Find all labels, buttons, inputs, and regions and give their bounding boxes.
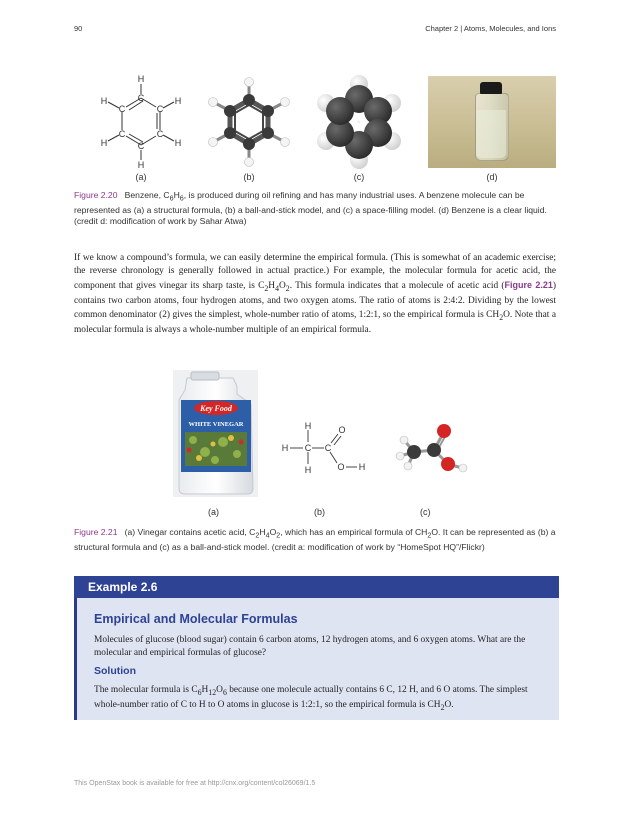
figure-2-21	[170, 370, 470, 520]
panel-label-b: (b)	[314, 507, 325, 517]
acetic-acid-ball-and-stick	[392, 418, 472, 482]
benzene-ball-and-stick	[202, 72, 297, 172]
atom-label: C	[137, 141, 145, 151]
example-question: Molecules of glucose (blood sugar) contain 6 carbon atoms, 12 hydrogen atoms, and 6 oxygen atoms. What are the molecular and empirical formulas of glucose?	[94, 635, 526, 659]
figure-2-20-caption: Figure 2.20 Benzene, $C_6H_6$, is produced during oil refining and has many industrial uses. A benzene molecule can be represented as (a) a structural formula, (b) a ball-and-stick model, and (c) a space-filling model. (d) Benzene is a clear liquid. (credit d: modification of work by Sahar Atwa)	[74, 190, 547, 226]
panel-label-c: (c)	[353, 172, 365, 182]
page-number: 90	[74, 24, 83, 33]
figure-number: Figure 2.20	[74, 190, 118, 200]
figure-reference-link[interactable]: Figure 2.21	[504, 279, 553, 290]
acetic-acid-structural-formula	[280, 420, 370, 480]
vinegar-label: WHITE VINEGAR	[188, 421, 244, 428]
panel-label-a: (a)	[135, 172, 147, 182]
atom-label: C	[118, 104, 126, 114]
panel-label-b: (b)	[243, 172, 255, 182]
panel-label-d: (d)	[486, 172, 498, 182]
vinegar-brand: Key Food	[200, 404, 232, 413]
atom-label: H	[174, 138, 182, 148]
atom-label: H	[304, 421, 312, 431]
figure-number: Figure 2.21	[74, 527, 118, 537]
atom-label: H	[137, 74, 145, 84]
example-box	[74, 576, 559, 720]
example-title: Empirical and Molecular Formulas	[94, 612, 298, 626]
benzene-bottle	[474, 82, 508, 162]
page-footer: This OpenStax book is available for free at http://cnx.org/content/col26069/1.5	[74, 780, 316, 787]
figure-2-21-caption: Figure 2.21 (a) Vinegar contains acetic acid, $C_2H_4O_2$, which has an empirical formula of $CH_2O$. It can be represented as (b) a structural formula and (c) as a ball-and-stick model. (credit a: modification of work by “HomeSpot HQ”/Flickr)	[74, 527, 556, 552]
figure-2-20	[74, 72, 556, 186]
atom-label: H	[358, 462, 366, 472]
atom-label: H	[281, 443, 289, 453]
page-header	[74, 24, 556, 38]
atom-label: C	[156, 104, 164, 114]
vinegar-photo	[173, 370, 258, 497]
atom-label: C	[118, 129, 126, 139]
benzene-space-filling	[312, 72, 407, 172]
atom-label: H	[174, 96, 182, 106]
atom-label: C	[324, 443, 332, 453]
atom-label: C	[137, 93, 145, 103]
panel-label-c: (c)	[420, 507, 431, 517]
atom-label: H	[100, 138, 108, 148]
example-label: Example 2.6	[88, 580, 158, 594]
atom-label: H	[100, 96, 108, 106]
atom-label: O	[337, 462, 345, 472]
body-paragraph: If we know a compound’s formula, we can easily determine the empirical formula. (This is somewhat of an academic exercise; the reverse chronology is generally followed in actual practice.) For example, the molecular formula for acetic acid, the component that gives vinegar its sharp taste, is $C_2H_4O_2$. This formula indicates that a molecule of acetic acid (Figure 2.21) contains two carbon atoms, four hydrogen atoms, and two oxygen atoms. The ratio of atoms is 2:4:2. Dividing by the lowest common denominator (2) gives the simplest, whole-number ratio of atoms, 1:2:1, so the empirical formula is $CH_2O$. Note that a molecular formula is always a whole-number multiple of an empirical formula.	[74, 253, 556, 335]
solution-heading: Solution	[94, 665, 136, 677]
example-header-bar	[74, 576, 559, 598]
benzene-photo	[428, 76, 556, 168]
atom-label: H	[304, 465, 312, 475]
example-answer: The molecular formula is $C_6H_{12}O_6$ because one molecule actually contains 6 C, 12 H, and 6 O atoms. The simplest whole-number ratio of C to H to O atoms in glucose is 1:2:1, so the empirical formula is $CH_2O$.	[94, 685, 528, 713]
chapter-title: Chapter 2 | Atoms, Molecules, and Ions	[425, 24, 556, 33]
atom-label: C	[156, 129, 164, 139]
atom-label: O	[338, 425, 346, 435]
panel-label-a: (a)	[208, 507, 219, 517]
atom-label: C	[304, 443, 312, 453]
atom-label: H	[137, 160, 145, 170]
benzene-structural-formula	[94, 72, 189, 172]
